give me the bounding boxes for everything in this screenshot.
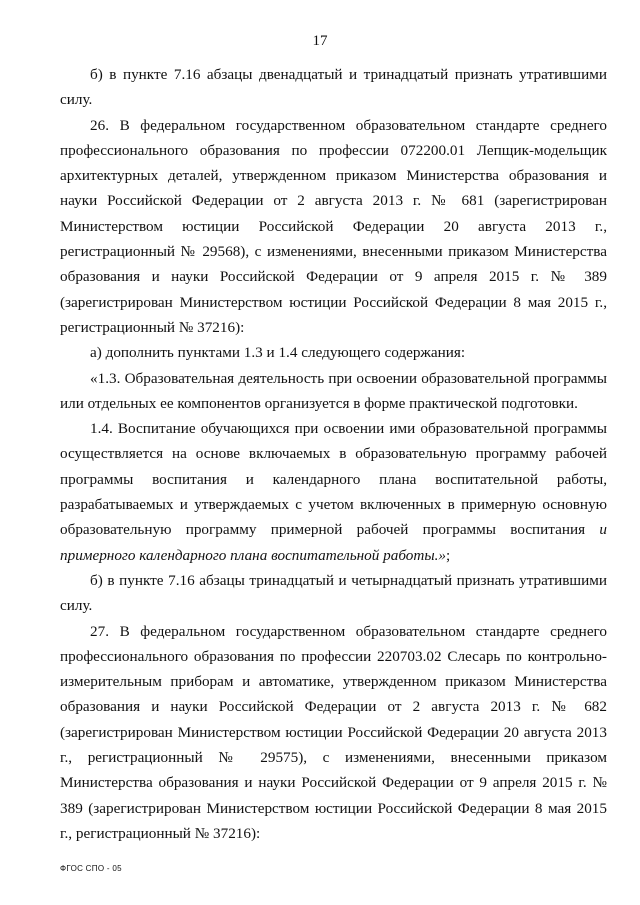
paragraph-b-716-twelfth: б) в пункте 7.16 абзацы двенадцатый и тринадцатый признать утратившими силу. [60, 66, 607, 109]
paragraph-27: 27. В федеральном государственном образовательном стандарте среднего профессионального образования по профессии 220703.02 Слесарь по контрольно-измерительным приборам и автоматике, утвержденном приказом Министерства образования и науки Российской Федерации от 2 августа 2013 г. № 682 (зарегистрирован Министерством юстиции Российской Федерации 20 августа 2013 г., регистрационный № 29575), с изменениями, внесенными приказом Министерства образования и науки Российской Федерации от 9 апреля 2015 г. № 389 (зарегистрирован Министерством юстиции Российской Федерации 8 мая 2015 г., регистрационный № 37216): [60, 622, 607, 842]
paragraph-1-4-italic: и примерного календарного плана воспитательной работы.» [60, 521, 607, 564]
document-body [60, 62, 607, 846]
paragraph-1-4-tail: ; [446, 546, 451, 564]
footer-code: ФГОС СПО - 05 [60, 864, 122, 873]
paragraph-1-3: «1.3. Образовательная деятельность при освоении образовательной программы или отдельных ее компонентов организуется в форме практической подготовки. [60, 369, 607, 412]
paragraph-1-4-text: 1.4. Воспитание обучающихся при освоении ими образовательной программы осуществляется на основе включаемых в образовательную программу рабочей программы воспитания и календарного плана воспитательной работы, разрабатываемых и утверждаемых с учетом включенных в примерную основную образовательную программу примерной рабочей программы воспитания [60, 420, 607, 539]
paragraph-26: 26. В федеральном государственном образовательном стандарте среднего профессионального образования по профессии 072200.01 Лепщик-модельщик архитектурных деталей, утвержденном приказом Министерства образования и науки Российской Федерации от 2 августа 2013 г. № 681 (зарегистрирован Министерством юстиции Российской Федерации 20 августа 2013 г., регистрационный № 29568), с изменениями, внесенными приказом Министерства образования и науки Российской Федерации от 9 апреля 2015 г. № 389 (зарегистрирован Министерством юстиции Российской Федерации 8 мая 2015 г., регистрационный № 37216): [60, 116, 607, 336]
page-number: 17 [312, 33, 328, 49]
paragraph-a-add-points: а) дополнить пунктами 1.3 и 1.4 следующего содержания: [90, 344, 466, 362]
paragraph-b-716-thirteenth: б) в пункте 7.16 абзацы тринадцатый и четырнадцатый признать утратившими силу. [60, 571, 607, 615]
paragraph-1-4 [60, 416, 607, 568]
